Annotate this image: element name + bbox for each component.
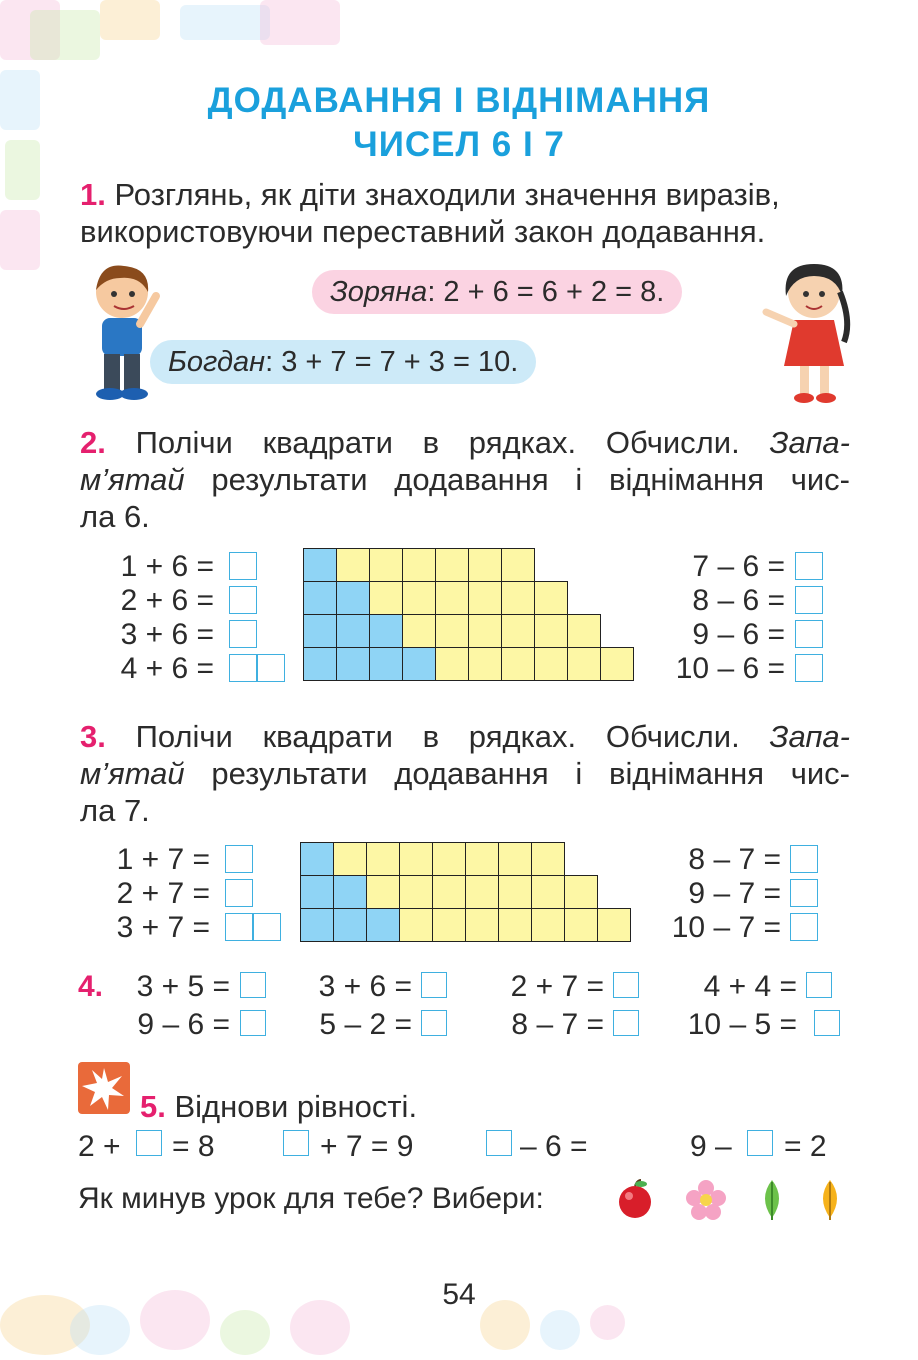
yellow-square (436, 615, 469, 648)
answer-box[interactable] (613, 1010, 639, 1036)
task5-number: 5. (140, 1089, 166, 1124)
equation-label: 10 – 7 = (671, 911, 781, 944)
task2-number: 2. (80, 425, 106, 460)
answer-box[interactable] (225, 913, 253, 941)
answer-box[interactable] (747, 1130, 773, 1156)
girl-illustration (760, 262, 855, 407)
answer-box[interactable] (806, 972, 832, 998)
speech-bubble-zoriana: Зоряна: 2 + 6 = 6 + 2 = 8. (312, 270, 682, 314)
answer-box[interactable] (421, 972, 447, 998)
equation-label: 10 – 6 = (675, 652, 785, 685)
answer-box[interactable] (814, 1010, 840, 1036)
task1-text: 1. Розглянь, як діти знаходили значення виразів, використовуючи переставний закон додавання. (80, 177, 780, 249)
yellow-square (535, 648, 568, 681)
yellow-square (403, 549, 436, 582)
equation-label: 4 + 6 = (120, 652, 214, 685)
equation-label: 9 – 6 = (692, 618, 785, 651)
star-badge-icon (78, 1062, 130, 1114)
yellow-square (469, 582, 502, 615)
yellow-square (370, 582, 403, 615)
yellow-square (502, 582, 535, 615)
task3-square-grid (300, 842, 631, 942)
answer-box[interactable] (225, 845, 253, 873)
page-title-line2: ЧИСЕЛ 6 І 7 (353, 125, 565, 164)
yellow-square (499, 909, 532, 942)
answer-box[interactable] (240, 1010, 266, 1036)
blue-square (301, 843, 334, 876)
equation-label: 7 – 6 = (692, 550, 785, 583)
answer-box[interactable] (283, 1130, 309, 1156)
yellow-square (568, 648, 601, 681)
yellow-square (400, 843, 433, 876)
equation-label: 3 + 5 = (136, 970, 230, 1003)
yellow-square (436, 582, 469, 615)
task4-number: 4. (78, 970, 104, 1003)
yellow-square (400, 909, 433, 942)
answer-box[interactable] (790, 913, 818, 941)
flower-icon[interactable] (685, 1180, 727, 1220)
blue-square (304, 582, 337, 615)
blue-square (337, 615, 370, 648)
equation-label: 9 – 6 = (137, 1008, 230, 1041)
yellow-square (367, 843, 400, 876)
answer-box[interactable] (795, 586, 823, 614)
yellow-square (433, 843, 466, 876)
yellow-square (403, 582, 436, 615)
yellow-square (367, 876, 400, 909)
blue-square (301, 876, 334, 909)
equation-label: 2 + 7 = (510, 970, 604, 1003)
answer-box[interactable] (613, 972, 639, 998)
answer-box[interactable] (229, 586, 257, 614)
yellow-square (502, 615, 535, 648)
task3-number: 3. (80, 719, 106, 754)
yellow-square (565, 876, 598, 909)
yellow-square (535, 582, 568, 615)
equation-label: 3 + 6 = (318, 970, 412, 1003)
yellow-square (469, 648, 502, 681)
answer-box[interactable] (257, 654, 285, 682)
yellow-square (337, 549, 370, 582)
equation-label: 2 + 7 = (116, 877, 210, 910)
blue-square (301, 909, 334, 942)
answer-box[interactable] (486, 1130, 512, 1156)
yellow-square (370, 549, 403, 582)
blue-square (403, 648, 436, 681)
answer-box[interactable] (421, 1010, 447, 1036)
task5-eq4-right: = 2 (784, 1130, 827, 1163)
apple-icon[interactable] (615, 1178, 655, 1220)
yellow-square (469, 549, 502, 582)
yellow-square (436, 549, 469, 582)
yellow-leaf-icon[interactable] (816, 1178, 844, 1222)
yellow-square (433, 909, 466, 942)
task5-eq1-left: 2 + (78, 1130, 121, 1163)
blue-square (334, 909, 367, 942)
task5-eq3-right: – 6 = (520, 1130, 588, 1163)
equation-label: 8 – 6 = (692, 584, 785, 617)
yellow-square (502, 648, 535, 681)
yellow-square (433, 876, 466, 909)
blue-square (304, 615, 337, 648)
equation-label: 10 – 5 = (687, 1008, 797, 1041)
speech-bubble-bohdan: Богдан: 3 + 7 = 7 + 3 = 10. (150, 340, 536, 384)
yellow-square (601, 648, 634, 681)
yellow-square (499, 876, 532, 909)
equation-label: 4 + 4 = (703, 970, 797, 1003)
answer-box[interactable] (136, 1130, 162, 1156)
yellow-square (466, 909, 499, 942)
task5-eq1-right: = 8 (172, 1130, 215, 1163)
yellow-square (565, 909, 598, 942)
blue-square (367, 909, 400, 942)
blue-square (304, 648, 337, 681)
equation-label: 8 – 7 = (511, 1008, 604, 1041)
answer-box[interactable] (795, 620, 823, 648)
yellow-square (532, 843, 565, 876)
equation-label: 3 + 6 = (120, 618, 214, 651)
green-leaf-icon[interactable] (758, 1178, 786, 1222)
answer-box[interactable] (240, 972, 266, 998)
answer-box[interactable] (225, 879, 253, 907)
blue-square (337, 648, 370, 681)
yellow-square (334, 843, 367, 876)
yellow-square (532, 909, 565, 942)
yellow-square (403, 615, 436, 648)
yellow-square (499, 843, 532, 876)
reflection-text: Як минув урок для тебе? Вибери: (78, 1182, 544, 1215)
blue-square (334, 876, 367, 909)
yellow-square (436, 648, 469, 681)
blue-square (337, 582, 370, 615)
task5-text: 5. Віднови рівності. (140, 1089, 418, 1124)
blue-square (370, 615, 403, 648)
yellow-square (532, 876, 565, 909)
answer-box[interactable] (790, 879, 818, 907)
boy-illustration (80, 262, 170, 402)
answer-box[interactable] (229, 654, 257, 682)
yellow-square (598, 909, 631, 942)
equation-label: 5 – 2 = (319, 1008, 412, 1041)
answer-box[interactable] (229, 620, 257, 648)
task2-square-grid (303, 548, 634, 681)
equation-label: 1 + 6 = (120, 550, 214, 583)
task2-text: 2. Полічи квадрати в рядках. Обчисли. Запа- м’ятай результати додавання і віднімання чис- ла 6. (80, 425, 850, 534)
task3-text: 3. Полічи квадрати в рядках. Обчисли. Запа- м’ятай результати додавання і віднімання чис- ла 7. (80, 719, 850, 828)
page-number: 54 (442, 1278, 476, 1311)
yellow-square (400, 876, 433, 909)
equation-label: 3 + 7 = (116, 911, 210, 944)
page-title: ДОДАВАННЯ І ВІДНІМАННЯ (207, 81, 711, 120)
answer-box[interactable] (229, 552, 257, 580)
task1-number: 1. (80, 177, 106, 212)
yellow-square (466, 876, 499, 909)
answer-box[interactable] (790, 845, 818, 873)
yellow-square (502, 549, 535, 582)
blue-square (304, 549, 337, 582)
task5-eq2-right: + 7 = 9 (320, 1130, 414, 1163)
blue-square (370, 648, 403, 681)
answer-box[interactable] (795, 552, 823, 580)
yellow-square (469, 615, 502, 648)
task5-eq4-left: 9 – (690, 1130, 732, 1163)
equation-label: 2 + 6 = (120, 584, 214, 617)
answer-box[interactable] (253, 913, 281, 941)
yellow-square (568, 615, 601, 648)
yellow-square (535, 615, 568, 648)
yellow-square (466, 843, 499, 876)
equation-label: 9 – 7 = (688, 877, 781, 910)
equation-label: 8 – 7 = (688, 843, 781, 876)
equation-label: 1 + 7 = (116, 843, 210, 876)
answer-box[interactable] (795, 654, 823, 682)
